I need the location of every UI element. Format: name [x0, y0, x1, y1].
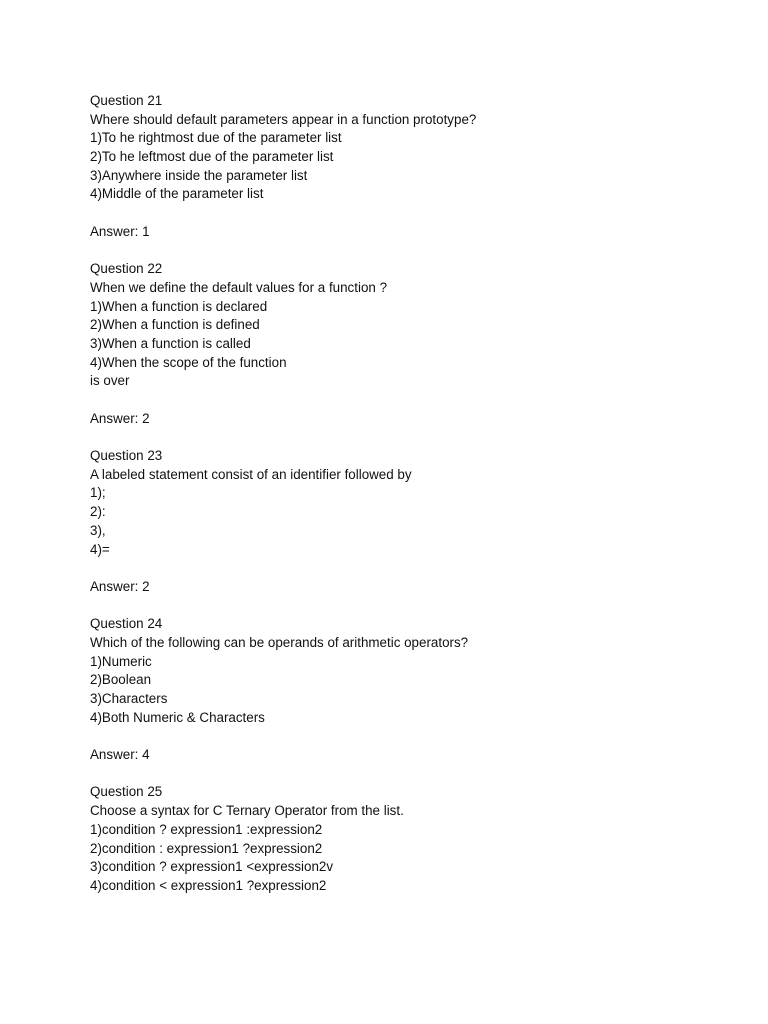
spacer: [90, 727, 730, 746]
spacer: [90, 597, 730, 616]
spacer: [90, 242, 730, 261]
option-2: 2)To he leftmost due of the parameter list: [90, 149, 334, 165]
option-4: 4)When the scope of the function: [90, 354, 287, 370]
question-text: Where should default parameters appear in a function prototype?: [90, 111, 477, 127]
option-4: 4)condition < expression1 ?expression2: [90, 877, 327, 893]
question-23: [90, 447, 730, 615]
question-title: Question 24: [90, 616, 163, 632]
question-text: Which of the following can be operands of arithmetic operators?: [90, 634, 469, 650]
question-title: Question 22: [90, 261, 163, 277]
question-25: [90, 783, 730, 895]
question-text: When we define the default values for a function ?: [90, 279, 388, 295]
question-text: Choose a syntax for C Ternary Operator from the list.: [90, 803, 404, 819]
document-page: [90, 92, 730, 896]
spacer: [90, 765, 730, 784]
option-3: 3)When a function is called: [90, 335, 251, 351]
question-21: [90, 92, 730, 260]
question-title: Question 21: [90, 93, 163, 108]
question-title: Question 25: [90, 784, 163, 800]
option-1: 1);: [90, 485, 106, 501]
spacer: [90, 428, 730, 447]
question-24: [90, 615, 730, 783]
option-3: 3)condition ? expression1 <expression2v: [90, 859, 334, 875]
spacer: [90, 204, 730, 223]
option-3: 3)Characters: [90, 691, 168, 706]
answer: Answer: 4: [90, 747, 150, 763]
answer: Answer: 1: [90, 223, 150, 239]
spacer: [90, 391, 730, 410]
question-title: Question 23: [90, 448, 163, 464]
option-2: 2):: [90, 504, 106, 520]
option-4: 4)=: [90, 541, 110, 557]
option-2: 2)When a function is defined: [90, 317, 260, 333]
option-4-continued: is over: [90, 373, 130, 389]
option-2: 2)Boolean: [90, 672, 152, 688]
option-1: 1)condition ? expression1 :expression2: [90, 821, 323, 837]
question-22: [90, 260, 730, 447]
option-1: 1)To he rightmost due of the parameter list: [90, 130, 342, 146]
answer: Answer: 2: [90, 578, 150, 594]
spacer: [90, 559, 730, 578]
answer: Answer: 2: [90, 410, 150, 426]
option-4: 4)Middle of the parameter list: [90, 186, 264, 202]
option-1: 1)Numeric: [90, 653, 152, 669]
option-1: 1)When a function is declared: [90, 298, 268, 314]
option-3: 3)Anywhere inside the parameter list: [90, 167, 308, 183]
question-text: A labeled statement consist of an identifier followed by: [90, 466, 412, 482]
option-2: 2)condition : expression1 ?expression2: [90, 840, 323, 856]
option-3: 3),: [90, 522, 106, 538]
option-4: 4)Both Numeric & Characters: [90, 709, 265, 725]
